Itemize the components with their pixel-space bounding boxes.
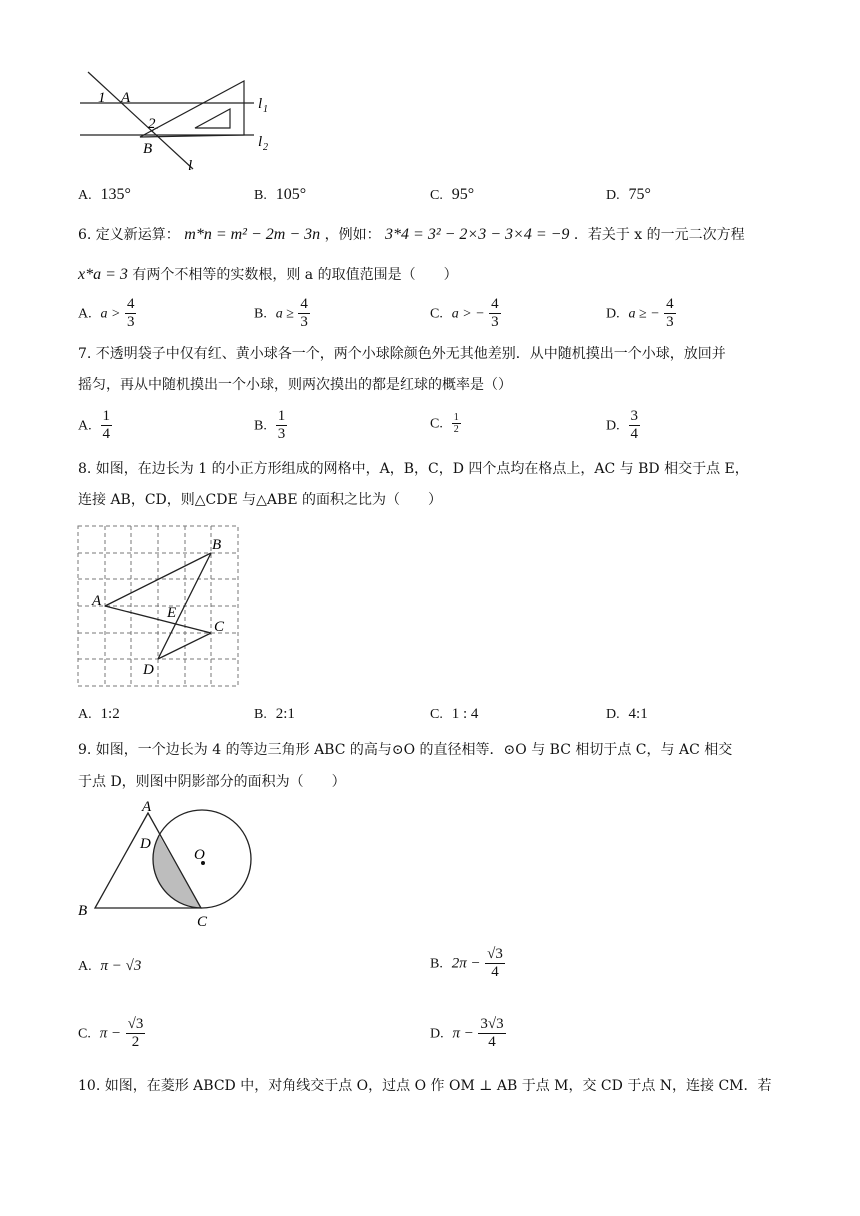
q9-option-c-letter: C. xyxy=(78,1026,91,1042)
q9-option-b-numerator: √3 xyxy=(487,946,503,962)
q5-label-B: B xyxy=(143,141,153,157)
q5-option-d-value: 75° xyxy=(628,186,651,203)
q5-option-b-value: 105° xyxy=(275,186,307,203)
q7-stem-line1: 7. 不透明袋子中仅有红、黄小球各一个，两个小球除颜色外无其他差别．从中随机摸出一个小球，放回并 xyxy=(78,346,726,362)
q6-option-d-fraction xyxy=(664,296,676,331)
q6-formula-definition: m*n = m² − 2m − 3n xyxy=(184,226,321,243)
q8-label-E: E xyxy=(167,605,177,621)
q7-option-d-letter: D. xyxy=(606,418,620,434)
q8-option-c-letter: C. xyxy=(430,707,443,722)
q5-label-A: A xyxy=(121,90,131,106)
q9-option-d-prefix: π − xyxy=(452,1025,474,1042)
q5-option-d[interactable] xyxy=(606,186,651,204)
q7-option-c-letter: C. xyxy=(430,416,443,432)
q7-option-d-denominator: 4 xyxy=(630,426,639,442)
q9-option-d-letter: D. xyxy=(430,1026,444,1042)
q6-option-d-numerator: 4 xyxy=(666,296,674,312)
q8-option-a-letter: A. xyxy=(78,707,92,722)
q5-option-a-value: 135° xyxy=(100,186,131,203)
q5-label-l1: l xyxy=(258,96,263,112)
q10-stem-line1: 10. 如图，在菱形 ABCD 中，对角线交于点 O，过点 O 作 OM ⊥ AB 于点 M，交 CD 于点 N，连接 CM．若 xyxy=(78,1078,772,1094)
q5-option-b-letter: B. xyxy=(254,188,267,203)
q9-option-c-prefix: π − xyxy=(99,1025,122,1042)
q6-option-c-prefix: a > − xyxy=(451,306,485,322)
q8-option-b-value: 2:1 xyxy=(275,706,295,722)
q6-stem-part-a: 6. 定义新运算： xyxy=(78,227,180,243)
q5-label-2: 2 xyxy=(148,116,156,132)
q5-option-c-value: 95° xyxy=(451,186,475,203)
q9-label-O: O xyxy=(194,847,205,863)
q8-stem-line2: 连接 AB，CD，则△CDE 与△ABE 的面积之比为（ ） xyxy=(78,492,442,508)
q5-option-a-letter: A. xyxy=(78,188,92,203)
q5-label-1: 1 xyxy=(98,90,106,106)
q5-option-d-letter: D. xyxy=(606,188,620,203)
q8-option-d-value: 4:1 xyxy=(628,706,648,722)
q6-option-d-prefix: a ≥ − xyxy=(628,306,660,322)
q8-stem-line1: 8. 如图，在边长为 1 的小正方形组成的网格中，A，B，C，D 四个点均在格点上，AC 与 BD 相交于点 E， xyxy=(78,461,749,477)
q6-option-c-fraction xyxy=(489,296,501,331)
q7-option-d-fraction xyxy=(629,408,641,443)
q9-option-d[interactable] xyxy=(430,1016,506,1051)
q6-option-a[interactable] xyxy=(78,296,136,331)
q7-option-a[interactable] xyxy=(78,408,112,443)
q5-option-c[interactable] xyxy=(430,186,474,204)
q8-option-d-letter: D. xyxy=(606,707,620,722)
q9-option-b[interactable] xyxy=(430,946,505,981)
q6-option-c-denominator: 3 xyxy=(491,314,499,330)
q9-option-b-fraction xyxy=(485,946,505,981)
q9-option-b-denominator: 4 xyxy=(491,964,499,980)
q7-option-a-letter: A. xyxy=(78,418,92,434)
q8-option-a[interactable] xyxy=(78,706,120,723)
q6-stem-part-d: 有两个不相等的实数根，则 a 的取值范围是（ ） xyxy=(132,267,458,283)
q9-option-a-value: π − √3 xyxy=(100,958,142,974)
q7-option-a-fraction xyxy=(101,408,113,443)
q6-option-a-numerator: 4 xyxy=(126,296,135,312)
q7-stem-line2: 摇匀，再从中随机摸出一个小球，则两次摸出的都是红球的概率是（） xyxy=(78,377,512,393)
q7-option-b-fraction xyxy=(276,408,288,443)
q7-option-b-numerator: 1 xyxy=(277,408,286,424)
q6-option-b-denominator: 3 xyxy=(300,314,308,330)
q9-label-B: B xyxy=(78,903,88,919)
q6-option-a-fraction xyxy=(125,296,137,331)
q5-label-l: l xyxy=(188,158,193,174)
q8-option-b-letter: B. xyxy=(254,707,267,722)
q9-option-c-denominator: 2 xyxy=(131,1034,140,1050)
q5-label-l2: l xyxy=(258,134,263,150)
q7-option-a-numerator: 1 xyxy=(102,408,111,424)
q9-option-a[interactable] xyxy=(78,958,141,975)
q6-option-d-denominator: 3 xyxy=(666,314,674,330)
q7-option-d[interactable] xyxy=(606,408,640,443)
q8-option-a-value: 1:2 xyxy=(100,706,120,722)
q7-option-d-numerator: 3 xyxy=(630,408,639,424)
q9-option-a-letter: A. xyxy=(78,959,92,974)
q7-option-a-denominator: 4 xyxy=(102,426,111,442)
q6-formula-example: 3*4 = 3² − 2×3 − 3×4 = −9 xyxy=(385,226,570,243)
q8-option-d[interactable] xyxy=(606,706,648,723)
q6-stem-part-b: ，例如： xyxy=(324,227,381,243)
q5-label-l1-sub: 1 xyxy=(263,104,268,115)
q8-label-A: A xyxy=(92,593,102,609)
q9-stem-line2: 于点 D，则图中阴影部分的面积为（ ） xyxy=(78,774,346,790)
q7-option-b[interactable] xyxy=(254,408,287,443)
q7-option-c-denominator: 2 xyxy=(453,424,459,435)
q8-label-B: B xyxy=(212,537,222,553)
q6-option-b-letter: B. xyxy=(254,306,267,322)
q6-option-a-prefix: a > xyxy=(100,306,121,322)
q9-option-d-numerator: 3√3 xyxy=(480,1016,504,1032)
q7-option-c-numerator: 1 xyxy=(453,412,459,423)
q9-option-b-prefix: 2π − xyxy=(451,955,481,972)
q6-stem-line1 xyxy=(78,225,745,245)
q8-grid-figure xyxy=(76,524,242,690)
q6-option-b-prefix: a ≥ xyxy=(275,306,294,322)
q6-stem-part-c: ．若关于 x 的一元二次方程 xyxy=(573,227,745,243)
q9-label-A: A xyxy=(142,799,152,815)
q7-option-c-fraction xyxy=(452,412,461,435)
q9-label-D: D xyxy=(140,836,151,852)
q9-option-d-denominator: 4 xyxy=(488,1034,496,1050)
q6-option-b-numerator: 4 xyxy=(300,296,308,312)
q6-option-c-numerator: 4 xyxy=(491,296,499,312)
q9-option-c-fraction xyxy=(126,1016,146,1051)
q8-option-c-value: 1 : 4 xyxy=(451,706,479,722)
q9-stem-line1: 9. 如图，一个边长为 4 的等边三角形 ABC 的高与⊙O 的直径相等．⊙O 与 BC 相切于点 C，与 AC 相交 xyxy=(78,742,733,758)
q5-option-c-letter: C. xyxy=(430,188,443,203)
q6-option-d[interactable] xyxy=(606,296,676,331)
q5-option-b[interactable] xyxy=(254,186,306,204)
q6-formula-equation: x*a = 3 xyxy=(78,266,128,283)
q8-option-c[interactable] xyxy=(430,706,478,723)
q6-option-b[interactable] xyxy=(254,296,310,331)
q6-option-a-denominator: 3 xyxy=(126,314,135,330)
q5-option-a[interactable] xyxy=(78,186,131,204)
q8-label-C: C xyxy=(214,619,225,635)
q8-option-b[interactable] xyxy=(254,706,295,723)
q9-option-d-fraction xyxy=(478,1016,505,1051)
q5-label-l2-sub: 2 xyxy=(263,142,268,153)
q7-option-b-letter: B. xyxy=(254,418,267,434)
q7-option-c[interactable] xyxy=(430,412,461,435)
q6-option-c-letter: C. xyxy=(430,306,443,322)
q9-option-c-numerator: √3 xyxy=(127,1016,144,1032)
q6-stem-line2 xyxy=(78,265,458,285)
q7-option-b-denominator: 3 xyxy=(277,426,286,442)
q6-option-a-letter: A. xyxy=(78,306,92,322)
q9-label-C: C xyxy=(197,914,208,930)
q9-option-b-letter: B. xyxy=(430,956,443,972)
q8-label-D: D xyxy=(143,662,154,678)
q5-figure xyxy=(70,62,285,177)
q9-option-c[interactable] xyxy=(78,1016,145,1051)
q6-option-b-fraction xyxy=(298,296,310,331)
q6-option-c[interactable] xyxy=(430,296,501,331)
q9-figure xyxy=(74,798,259,930)
q6-option-d-letter: D. xyxy=(606,306,620,322)
